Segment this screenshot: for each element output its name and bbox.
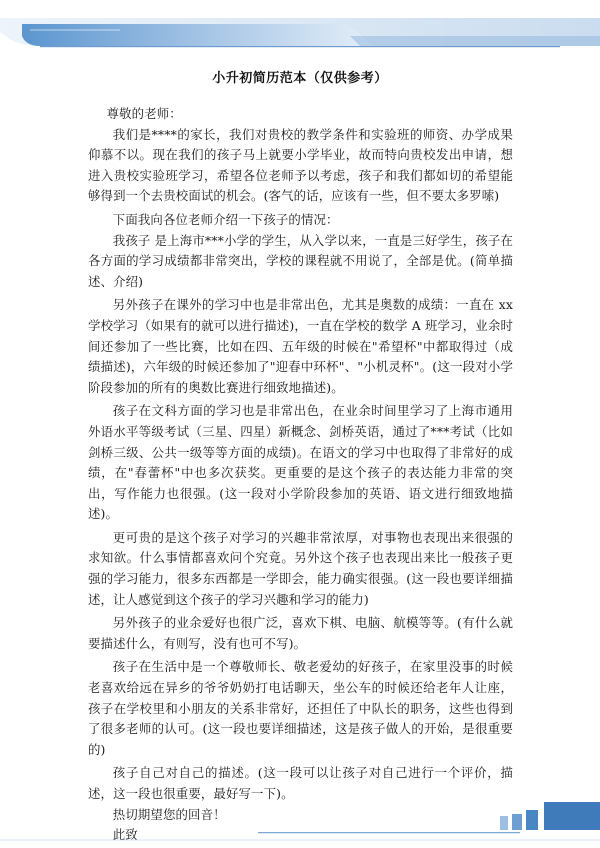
paragraph-self-description: 孩子自己对自己的描述。(这一段可以让孩子对自己进行一个评价，描述，这一段也很重要，最好写一下)。	[88, 765, 513, 801]
paragraph-basic-info: 我孩子 是上海市***小学的学生，从入学以来，一直是三好学生，孩子在各方面的学习成绩都非常突出，学校的课程就不用说了，全部是优。(简单描述、介绍)	[88, 232, 513, 289]
header-decoration	[0, 0, 600, 60]
letter-body	[88, 104, 513, 846]
paragraph-intro: 我们是****的家长，我们对贵校的教学条件和实验班的师资、办学成果仰慕不以。现在我们的孩子马上就要小学毕业，故而特向贵校发出申请，想进入贵校实验班学习，希望各位老师予以考虑，孩子和我们都如切的希望能够得到一个去贵校面试的机会。(客气的话，应该有一些，但不要太多罗嗦)	[88, 126, 513, 204]
paragraph-sign-off: 此致	[112, 827, 138, 843]
paragraph-learning-interest: 更可贵的是这个孩子对学习的兴趣非常浓厚，对事物也表现出来很强的求知欲。什么事情都喜欢问个究竟。另外这个孩子也表现出来比一般孩子更强的学习能力，很多东西都是一学即会，能力确实很强。(这一段也要详细描述，让人感觉到这个孩子的学习兴趣和学习的能力)	[88, 529, 513, 607]
salutation: 尊敬的老师：	[106, 106, 182, 121]
paragraph-math: 另外孩子在课外的学习中也是非常出色，尤其是奥数的成绩：一直在 xx 学校学习（如果有的就可以进行描述)，一直在学校的数学 A 班学习，业余时间还参加了一些比赛，比如在四、五年级的时候在"希望杯"中都取得过（成绩描述)，六年级的时候还参加了"迎春中环杯"、"小机灵杯"。(这一段对小学阶段参加的所有的奥数比赛进行细致地描述)。	[88, 297, 513, 395]
paragraph-character: 孩子在生活中是一个尊敬师长、敬老爱幼的好孩子，在家里没事的时候老喜欢给远在异乡的爷爷奶奶打电话聊天，坐公车的时候还给老年人让座，孩子在学校里和小朋友的关系非常好，还担任了中队长的职务，这些也得到了很多老师的认可。(这一段也要详细描述，这是孩子做人的开始，是很重要的)	[88, 659, 513, 757]
paragraph-closing: 热切期望您的回音！	[112, 806, 226, 822]
document-title: 小升初简历范本（仅供参考）	[212, 71, 388, 86]
paragraph-hobbies: 另外孩子的业余爱好也很广泛，喜欢下棋、电脑、航模等等。(有什么就要描述什么，有则写，没有也可不写)。	[88, 615, 513, 651]
footer-decoration	[0, 788, 600, 848]
paragraph-liberal-arts: 孩子在文科方面的学习也是非常出色，在业余时间里学习了上海市通用外语水平等级考试（三星、四星）新概念、剑桥英语，通过了***考试（比如剑桥三级、公共一级等等方面的成绩)。在语文的学习中也取得了非常好的成绩，在"春蕾杯"中也多次获奖。更重要的是这个孩子的表达能力非常的突出，写作能力也很强。(这一段对小学阶段参加的英语、语文进行细致地描述)。	[88, 403, 513, 522]
paragraph-introduce: 下面我向各位老师介绍一下孩子的情况：	[112, 211, 339, 227]
